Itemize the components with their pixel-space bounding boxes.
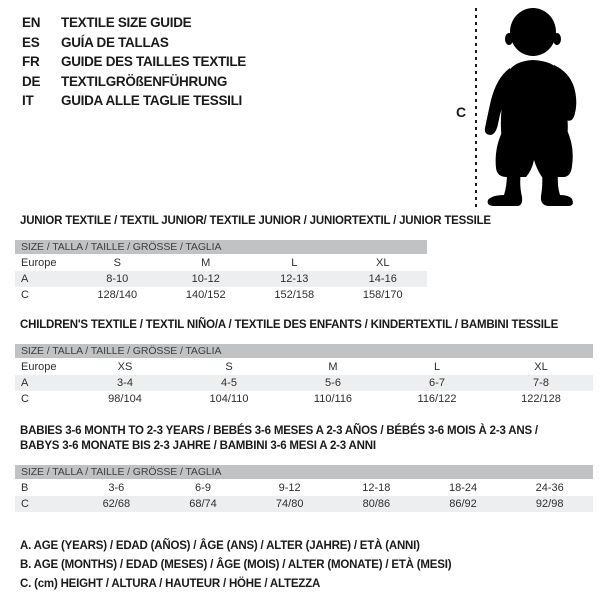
table-cell: M [201, 257, 211, 269]
size-table [15, 465, 593, 512]
language-row [22, 33, 246, 53]
table-cell: 74/80 [275, 498, 304, 510]
table-cell: 7-8 [533, 377, 549, 389]
table-cell: 68/74 [189, 498, 217, 510]
table-cell: XL [534, 361, 548, 373]
table-cell: 10-12 [191, 273, 220, 285]
language-row [22, 13, 246, 33]
language-title: GUIDA ALLE TAGLIE TESSILI [61, 93, 242, 108]
footnote: B. AGE (MONTHS) / EDAD (MESES) / ÂGE (MOIS) / ALTER (MONATE) / ETÀ (MESI) [20, 559, 452, 571]
size-header-bar: SIZE / TALLA / TAILLE / GRÖSSE / TAGLIA [15, 240, 427, 254]
language-row [22, 52, 246, 72]
size-header-bar: SIZE / TALLA / TAILLE / GRÖSSE / TAGLIA [15, 344, 593, 358]
table-row [15, 480, 593, 496]
table-cell: 158/170 [362, 289, 403, 301]
language-title: GUIDE DES TAILLES TEXTILE [61, 54, 247, 69]
table-cell: M [328, 361, 338, 373]
language-title: TEXTILE SIZE GUIDE [61, 15, 192, 30]
footnotes [20, 537, 451, 594]
row-label: C [21, 498, 29, 510]
language-code: DE [22, 73, 41, 89]
table-row [15, 359, 593, 375]
measure-label-c: C [456, 104, 467, 120]
table-cell: 98/104 [108, 393, 142, 405]
table-cell: 14-16 [368, 273, 397, 285]
table-cell: 86/92 [449, 498, 477, 510]
table-row [15, 391, 593, 407]
toddler-silhouette-icon [480, 2, 600, 208]
table-cell: L [291, 257, 298, 269]
language-code: ES [22, 34, 40, 50]
table-cell: 9-12 [278, 482, 301, 494]
table-body [15, 359, 593, 407]
table-cell: L [433, 361, 441, 373]
table-cell: 6-9 [195, 482, 211, 494]
table-cell: 140/152 [185, 289, 226, 301]
table-row [15, 287, 427, 303]
table-cell: 122/128 [521, 393, 561, 405]
height-measure-dashed-line [475, 8, 477, 207]
table-cell: 152/158 [274, 289, 315, 301]
row-label: C [21, 393, 29, 405]
table-cell: 12-18 [362, 482, 391, 494]
size-section-3 [20, 424, 598, 512]
table-cell: 8-10 [106, 273, 129, 285]
row-label: Europe [21, 361, 57, 373]
table-cell: 24-36 [535, 482, 564, 494]
size-table [15, 344, 593, 407]
language-code: EN [22, 15, 41, 30]
table-cell: 128/140 [97, 289, 138, 301]
table-cell: XS [117, 361, 133, 373]
table-cell: 18-24 [448, 482, 478, 494]
table-row [15, 255, 427, 271]
section-title: BABYS 3-6 MONATE BIS 2-3 JAHRE / BAMBINI 3-6 MESI A 2-3 ANNI [20, 440, 376, 452]
section-title: BABIES 3-6 MONTH TO 2-3 YEARS / BEBÉS 3-6 MESES A 2-3 AÑOS / BÉBÉS 3-6 MOIS À 2-3 ANS / [20, 425, 538, 437]
language-code: IT [22, 93, 34, 108]
table-cell: 62/68 [102, 498, 131, 510]
size-section-1 [20, 214, 598, 303]
row-label: A [21, 377, 29, 389]
row-label: A [21, 273, 29, 285]
table-cell: S [225, 361, 233, 373]
size-header-bar: SIZE / TALLA / TAILLE / GRÖSSE / TAGLIA [15, 465, 593, 479]
table-cell: 12-13 [280, 273, 309, 285]
table-cell: 5-6 [325, 377, 341, 389]
table-cell: S [113, 257, 121, 269]
language-title: TEXTILGRÖßENFÜHRUNG [61, 73, 228, 89]
footnote: A. AGE (YEARS) / EDAD (AÑOS) / ÂGE (ANS) / ALTER (JAHRE) / ETÀ (ANNI) [20, 540, 420, 552]
table-cell: 3-4 [117, 377, 133, 389]
table-row [15, 375, 593, 391]
table-cell: 3-6 [108, 482, 125, 494]
table-cell: 104/110 [209, 393, 249, 405]
table-cell: 116/122 [417, 393, 457, 405]
size-section-2 [20, 318, 598, 407]
language-row [22, 91, 246, 111]
table-cell: XL [376, 257, 390, 269]
language-list [22, 13, 246, 111]
table-cell: 80/86 [362, 498, 391, 510]
table-body [15, 480, 593, 512]
table-body [15, 255, 427, 303]
table-cell: 92/98 [535, 498, 564, 510]
table-row [15, 496, 593, 512]
language-title: GUÍA DE TALLAS [61, 34, 169, 50]
table-row [15, 271, 427, 287]
row-label: C [21, 289, 29, 301]
language-row [22, 72, 246, 92]
table-cell: 6-7 [429, 377, 445, 389]
language-code: FR [22, 54, 40, 69]
table-cell: 4-5 [221, 377, 237, 389]
size-table [15, 240, 427, 303]
table-cell: 110/116 [313, 393, 353, 405]
row-label: Europe [21, 257, 57, 269]
row-label: B [21, 482, 29, 494]
section-title: CHILDREN'S TEXTILE / TEXTIL NIÑO/A / TEXTILE DES ENFANTS / KINDERTEXTIL / BAMBINI TESSILE [20, 319, 559, 331]
section-title: JUNIOR TEXTILE / TEXTIL JUNIOR/ TEXTILE JUNIOR / JUNIORTEXTIL / JUNIOR TESSILE [20, 215, 491, 227]
footnote: C. (cm) HEIGHT / ALTURA / HAUTEUR / HÖHE / ALTEZZA [20, 578, 321, 590]
